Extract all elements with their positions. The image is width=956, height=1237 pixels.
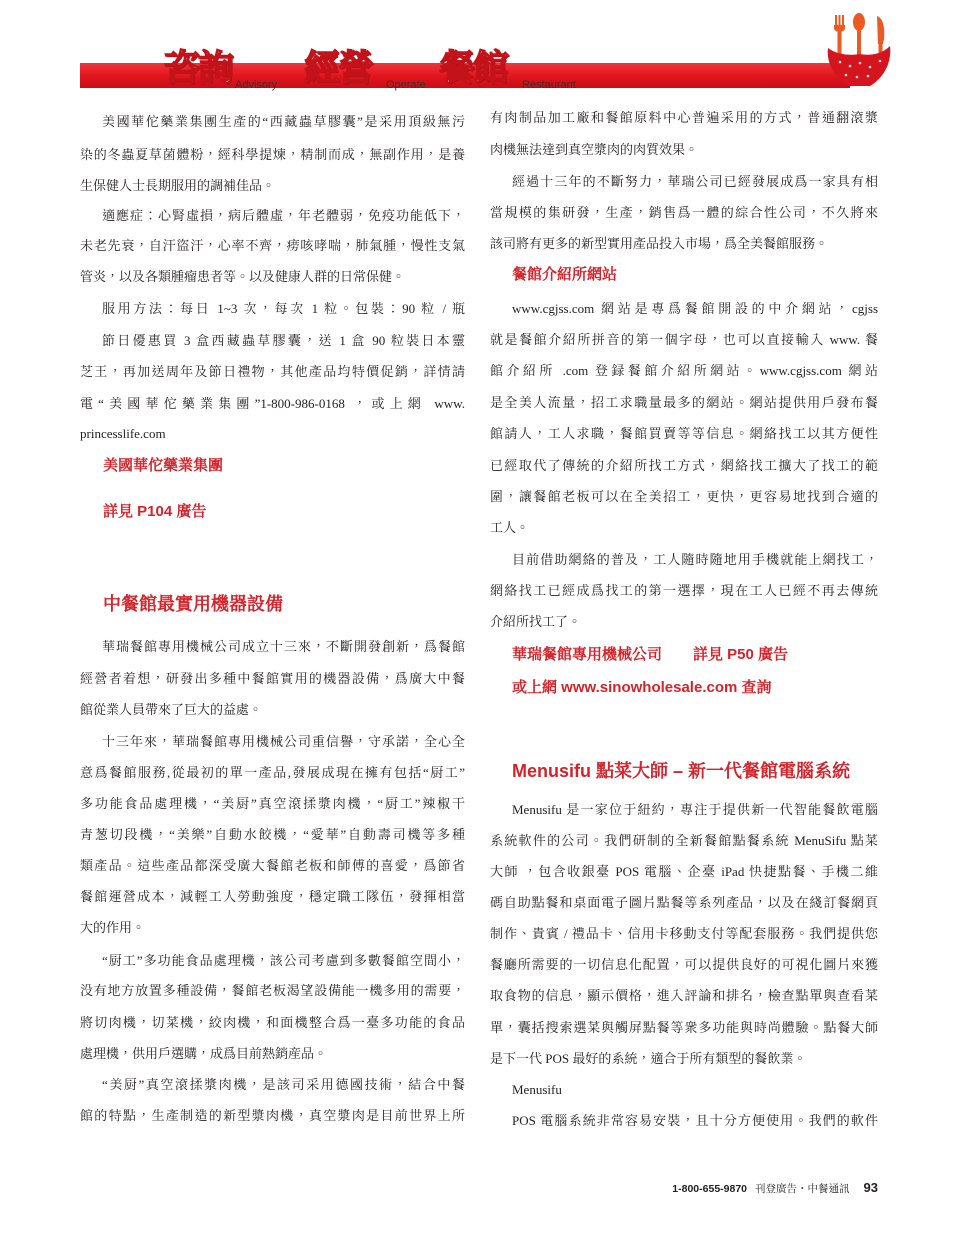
- body-line: 館請人，工人求職，餐館買賣等等信息。網絡找工以其方便性: [490, 426, 878, 441]
- left-column: [80, 0, 465, 1140]
- body-line: 將切肉機，切菜機，絞肉機，和面機整合爲一臺多功能的食品: [80, 1015, 465, 1030]
- body-line: 未老先衰，自汗盜汗，心率不齊，痨咳哮喘，肺氣腫，慢性支氣: [80, 238, 465, 253]
- body-line: 該司將有更多的新型實用產品投入市場，爲全美餐館服務。: [490, 236, 829, 251]
- body-line: 介紹所找工了。: [490, 614, 582, 629]
- body-line: 已經取代了傳統的介紹所找工方式，網絡找工擴大了找工的範: [490, 458, 878, 473]
- body-line: Menusifu 是一家位于紐約，專注于提供新一代智能餐飲電腦: [512, 802, 878, 817]
- body-line: 十三年來，華瑞餐館專用機械公司重信譽，守承諾，全心全: [102, 734, 465, 749]
- body-line: 管炎，以及各類腫瘤患者等。以及健康人群的日常保健。: [80, 269, 406, 284]
- body-line: 碼自助點餐和桌面電子圖片點餐等系列產品，以及在綫訂餐網頁: [490, 895, 878, 910]
- body-line: 餐廳所需要的一切信息化配置，可以提供良好的可視化圖片來獲: [490, 957, 878, 972]
- ad-reference: 詳見 P50 廣告: [693, 646, 789, 663]
- body-line: 肉機無法達到真空漿肉的肉質效果。: [490, 142, 699, 157]
- body-line: 美國華佗藥業集團生產的“西藏蟲草膠囊”是采用頂級無污: [102, 114, 465, 129]
- body-line: 生保健人士長期服用的調補佳品。: [80, 178, 276, 193]
- body-line: 有肉制品加工廠和餐館原料中心普遍采用的方式，普通翻滾漿: [490, 110, 878, 125]
- body-line: 適應症：心腎虛損，病后體虛，年老體弱，免疫功能低下，: [102, 208, 465, 223]
- body-line: 節日優惠買 3 盒西藏蟲草膠囊，送 1 盒 90 粒裝日本靈: [102, 333, 465, 348]
- body-line: Menusifu: [512, 1082, 562, 1097]
- body-line: POS 電腦系統非常容易安裝，且十分方便使用。我們的軟件: [512, 1113, 878, 1128]
- body-line: 没有地方放置多種設備，餐館老板渴望設備能一機多用的需要，: [80, 983, 465, 998]
- body-line: 華瑞餐館專用機械公司成立十三來，不斷開發創新，爲餐館: [102, 639, 465, 654]
- body-line: 網絡找工已經成爲找工的第一選擇，現在工人已經不再去傳統: [490, 583, 878, 598]
- body-line: “厨工”多功能食品處理機，該公司考慮到多數餐館空間小，: [102, 953, 465, 968]
- body-line: 服用方法：每日 1~3 次，每次 1 粒。包裝：90 粒 / 瓶: [102, 301, 465, 316]
- body-line: princesslife.com: [80, 426, 166, 441]
- page-number: 93: [863, 1180, 878, 1195]
- section-label-advisory-cn: 咨詢: [164, 47, 233, 89]
- body-line: 大師 ，包含收銀臺 POS 電腦、企臺 iPad 快捷點餐、手機二維: [490, 864, 878, 879]
- section-title: Menusifu 點菜大師 – 新一代餐館電腦系統: [512, 761, 851, 781]
- body-line: 是下一代 POS 最好的系統，適合于所有類型的餐飲業。: [490, 1051, 807, 1066]
- section-title: 餐館介紹所網站: [512, 266, 618, 283]
- body-line: 芝王，再加送周年及節日禮物，其他產品均特價促銷，詳情請: [80, 364, 465, 379]
- body-line: 制作、貴賓 / 禮品卡、信用卡移動支付等配套服務。我們提供您: [490, 926, 878, 941]
- company-name: 華瑞餐館專用機械公司: [512, 646, 663, 663]
- body-line: 意爲餐館服務,從最初的單一產品,發展成現在擁有包括“厨工”: [80, 765, 465, 780]
- body-line: 類產品。這些產品都深受廣大餐館老板和師傅的喜愛，爲節省: [80, 858, 465, 873]
- ad-reference: 詳見 P104 廣告: [103, 503, 207, 520]
- body-line: 館介紹所 .com 登録餐館介紹所網站。www.cgjss.com 網站: [490, 363, 878, 378]
- body-line: 大的作用。: [80, 920, 146, 935]
- body-line: 單，囊括搜索選菜與觸屏點餐等衆多功能與時尚體驗。點餐大師: [490, 1020, 878, 1035]
- body-line: 青葱切段機，“美樂”自動水餃機，“愛華”自動壽司機等多種: [80, 827, 465, 842]
- body-line: 是全美人流量，招工求職量最多的網站。網站提供用户發布餐: [490, 395, 878, 410]
- body-line: 經過十三年的不斷努力，華瑞公司已經發展成爲一家具有相: [512, 174, 878, 189]
- body-line: 染的冬蟲夏草菌體粉，經科學提煉，精制而成，無副作用，是養: [80, 147, 465, 162]
- body-line: 就是餐館介紹所拼音的第一個字母，也可以直接輸入 www. 餐: [490, 332, 878, 347]
- body-line: 取食物的信息，顯示價格，進入評論和排名，檢查點單與查看菜: [490, 988, 878, 1003]
- section-title: 中餐館最實用機器設備: [103, 594, 283, 614]
- website-reference: 或上網 www.sinowholesale.com 查詢: [512, 679, 772, 696]
- body-line: www.cgjss.com 網站是專爲餐館開設的中介網站，cgjss: [512, 301, 878, 316]
- right-column: [490, 0, 878, 1140]
- section-label-restaurant-en: Restaurant: [522, 79, 576, 91]
- body-line: 館的特點，生產制造的新型漿肉機，真空漿肉是目前世界上所: [80, 1108, 465, 1123]
- body-line: 系統軟件的公司。我們研制的全新餐館點餐系統 MenuSifu 點菜: [490, 833, 878, 848]
- body-line: 目前借助網絡的普及，工人隨時隨地用手機就能上網找工，: [512, 552, 878, 567]
- section-label-advisory-en: Advisory: [235, 79, 278, 91]
- body-line: 餐館運營成本，減輕工人勞動強度，穩定職工隊伍，發揮相當: [80, 889, 465, 904]
- body-line: 電“美國華佗藥業集團”1-800-986-0168 ，或上網 www.: [80, 396, 465, 411]
- body-line: “美厨”真空滾揉漿肉機，是該司采用德國技術，結合中餐: [102, 1077, 465, 1092]
- body-line: 經營者着想，研發出多種中餐館實用的機器設備，爲廣大中餐: [80, 671, 465, 686]
- body-line: 多功能食品處理機，“美厨”真空滾揉漿肉機，“厨工”辣椒干: [80, 796, 465, 811]
- body-line: 當規模的集研發，生產，銷售爲一體的綜合性公司，不久將來: [490, 205, 878, 220]
- body-line: 館從業人員帶來了巨大的益處。: [80, 702, 263, 717]
- page-footer: [672, 1180, 878, 1196]
- body-line: 圍，讓餐館老板可以在全美招工，更快，更容易地找到合適的: [490, 489, 878, 504]
- body-line: 工人。: [490, 520, 530, 535]
- section-label-operate-en: Operate: [386, 79, 426, 91]
- section-label-operate-cn: 經營: [304, 47, 373, 89]
- footer-phone: 1-800-655-9870: [672, 1183, 748, 1195]
- body-line: 處理機，供用户選購，成爲目前熱銷産品。: [80, 1046, 328, 1061]
- footer-label: 刊登廣告・中餐通訊: [755, 1183, 850, 1195]
- section-label-restaurant-cn: 餐館: [439, 47, 508, 89]
- company-name: 美國華佗藥業集團: [103, 457, 224, 474]
